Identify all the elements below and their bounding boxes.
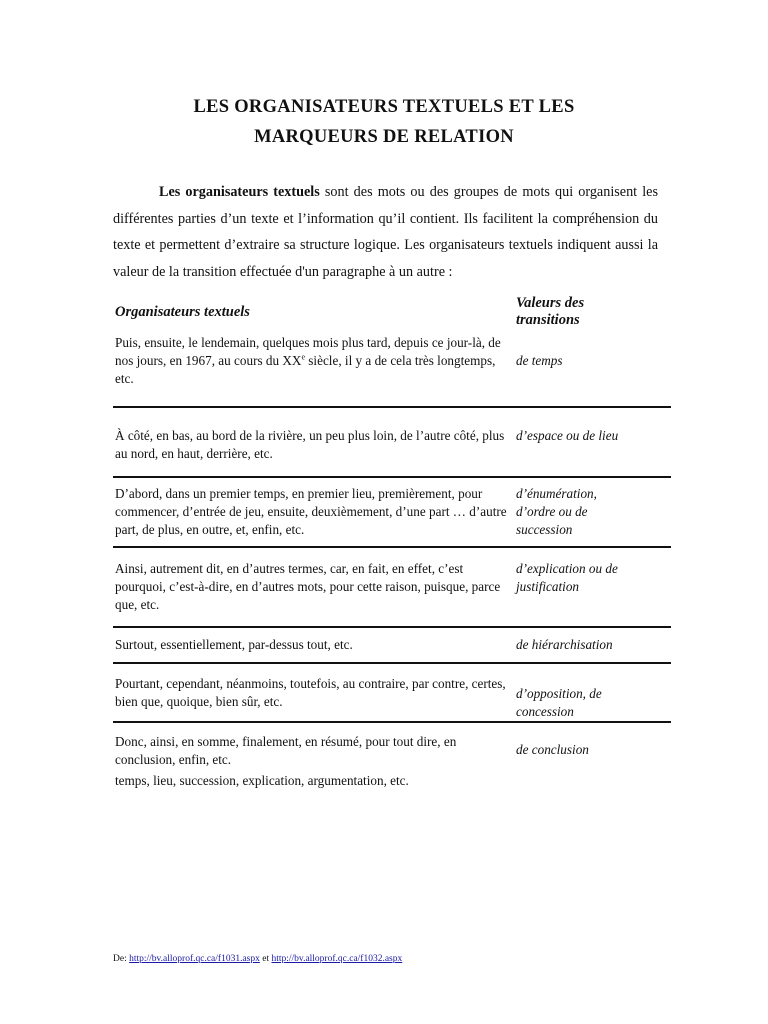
- row-organisateurs: Ainsi, autrement dit, en d’autres termes, car, en fait, en effet, c’est pourquoi, c’est-à-dire, en d’autres mots, pour cette raison, puisque, parce que, etc.: [115, 561, 501, 612]
- row-organisateurs: [115, 334, 507, 388]
- extra-line: temps, lieu, succession, explication, argumentation, etc.: [115, 773, 409, 788]
- row-valeur: d’énumération, d’ordre ou de succession: [516, 486, 597, 537]
- footer-prefix: De:: [113, 954, 130, 964]
- row-organisateurs: D’abord, dans un premier temps, en premier lieu, premièrement, pour commencer, d’entrée de jeu, ensuite, deuxièmement, d’une part … d’autre part, de plus, en outre, et, enfin, etc.: [115, 486, 507, 537]
- superscript: e: [301, 352, 305, 362]
- row-valeur: de conclusion: [516, 742, 589, 757]
- source-link-1[interactable]: http://bv.alloprof.qc.ca/f1031.aspx: [129, 954, 260, 964]
- source-footer: [113, 953, 402, 965]
- row-organisateurs: Surtout, essentiellement, par-dessus tout, etc.: [115, 637, 353, 652]
- row-organisateurs: À côté, en bas, au bord de la rivière, un peu plus loin, de l’autre côté, plus au nord, en haut, derrière, etc.: [115, 428, 505, 461]
- row-valeur: d’explication ou de justification: [516, 561, 618, 594]
- source-link-2[interactable]: http://bv.alloprof.qc.ca/f1032.aspx: [271, 954, 403, 964]
- intro-paragraph: [113, 179, 658, 285]
- intro-lead-bold: Les organisateurs textuels: [159, 184, 320, 200]
- row-valeur: d’opposition, de concession: [516, 686, 602, 719]
- row-valeur: de temps: [516, 353, 563, 368]
- row-valeur: de hiérarchisation: [516, 637, 613, 652]
- footer-middle: et: [259, 954, 272, 964]
- row-organisateurs: Donc, ainsi, en somme, finalement, en résumé, pour tout dire, en conclusion, enfin, etc.: [115, 734, 457, 767]
- row-organisateurs: Pourtant, cependant, néanmoins, toutefois, au contraire, par contre, certes, bien que, quoique, bien sûr, etc.: [115, 676, 506, 709]
- row-divider: [113, 662, 671, 664]
- title-line-1: LES ORGANISATEURS TEXTUELS ET LES: [193, 97, 575, 117]
- row-divider: [113, 626, 671, 628]
- table-header-organisateurs: Organisateurs textuels: [115, 304, 250, 320]
- row-divider: [113, 406, 671, 408]
- row-text: siècle, il y a de cela très longtemps, etc.: [115, 353, 496, 386]
- title-line-2: MARQUEURS DE RELATION: [254, 127, 514, 147]
- table-header-valeurs: Valeurs des transitions: [516, 295, 585, 328]
- row-divider: [113, 546, 671, 548]
- row-text: Puis, ensuite, le lendemain, quelques mois plus tard, depuis ce jour-là, de nos jours, en 1967, au cours du XX: [115, 335, 501, 368]
- row-divider: [113, 721, 671, 723]
- page-title: [0, 92, 768, 152]
- row-valeur: d’espace ou de lieu: [516, 428, 619, 443]
- intro-text: sont des mots ou des groupes de mots qui organisent les différentes parties d’un texte et l’information qu’il contient. Ils facilitent la compréhension du texte et permettent d’extraire sa structure logique. Les organisateurs textuels indiquent aussi la valeur de la transition effectuée d'un paragraphe à un autre :: [113, 184, 659, 280]
- row-divider: [113, 476, 671, 478]
